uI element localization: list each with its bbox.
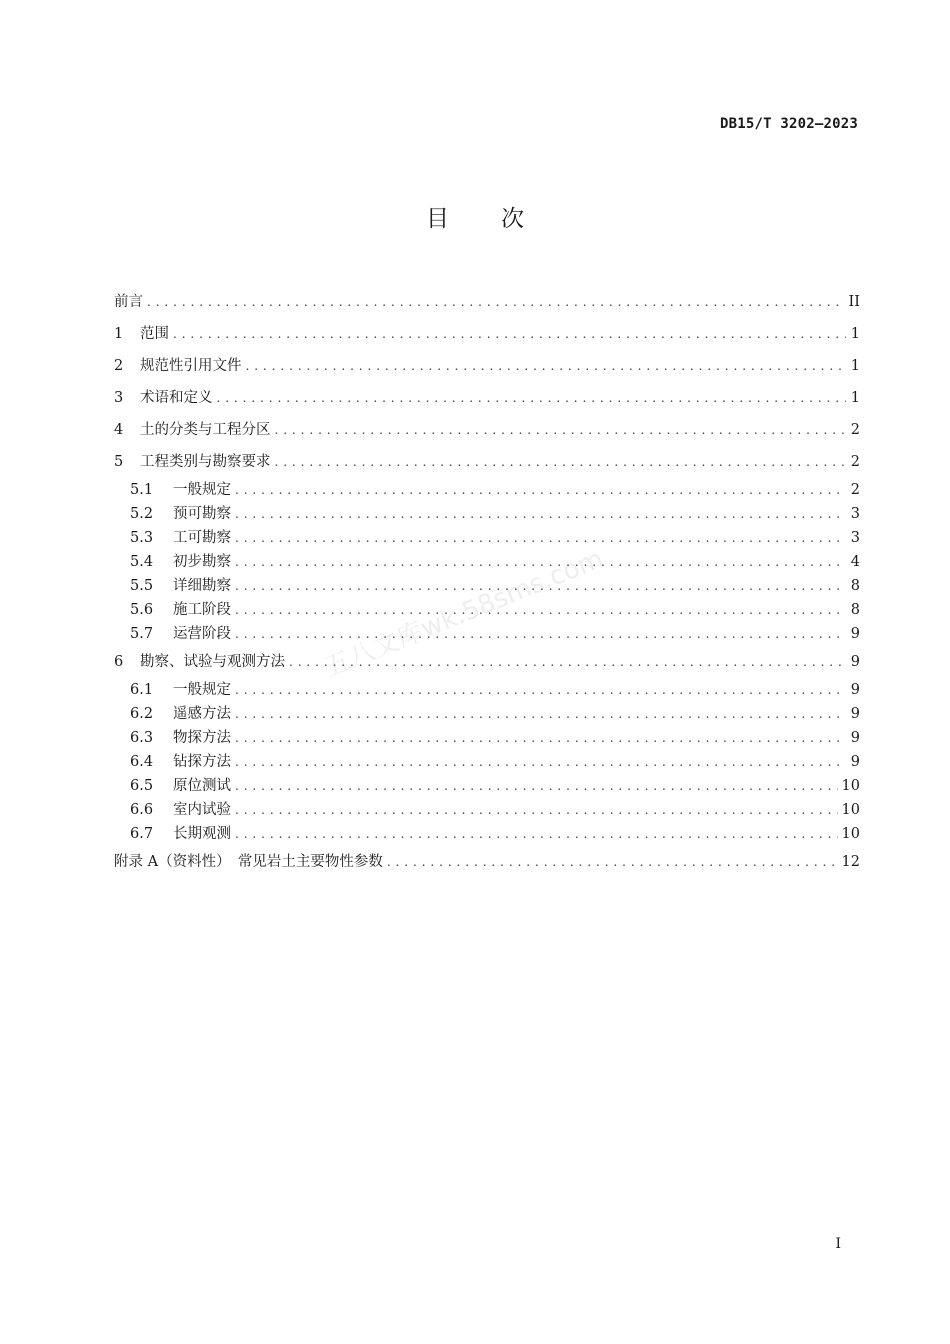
toc-entry[interactable]: [114, 726, 860, 750]
toc-entry-number: 5.7: [130, 626, 154, 642]
toc-entry-number: 5.4: [130, 554, 154, 570]
toc-entry-page: 9: [850, 654, 860, 670]
toc-entry-label: 附录 A（资料性） 常见岩土主要物性参数: [114, 854, 383, 870]
toc-entry-number: 6.7: [130, 826, 154, 842]
toc-entry-label: 初步勘察: [173, 554, 231, 570]
toc-entry[interactable]: [114, 502, 860, 526]
toc-entry-label: 预可勘察: [173, 506, 231, 522]
toc-entry-page: 10: [841, 826, 860, 842]
toc-entry-label: 遥感方法: [173, 706, 231, 722]
toc-dot-leader: [235, 550, 846, 574]
toc-dot-leader: [235, 502, 846, 526]
toc-dot-leader: [235, 678, 846, 702]
toc-entry-number: 6.3: [130, 730, 154, 746]
toc-entry-number: 5.6: [130, 602, 154, 618]
toc-entry[interactable]: [114, 446, 860, 478]
toc-entry-page: 1: [850, 326, 860, 342]
toc-entry[interactable]: [114, 550, 860, 574]
page-number: I: [835, 1236, 841, 1252]
toc-entry-page: 10: [841, 778, 860, 794]
toc-entry-number: 1: [114, 326, 124, 342]
toc-entry[interactable]: [114, 750, 860, 774]
toc-dot-leader: [235, 822, 838, 846]
toc-entry-number: 5.3: [130, 530, 154, 546]
toc-entry-label: 钻探方法: [173, 754, 231, 770]
toc-entry-number: 5: [114, 454, 124, 470]
toc-dot-leader: [173, 318, 846, 350]
toc-entry[interactable]: [114, 574, 860, 598]
toc-entry-label: 前言: [114, 294, 143, 310]
toc-entry[interactable]: [114, 774, 860, 798]
toc-entry-page: 2: [850, 482, 860, 498]
toc-entry[interactable]: [114, 646, 860, 678]
toc-entry-label: 长期观测: [173, 826, 231, 842]
toc-entry[interactable]: [114, 822, 860, 846]
toc-entry-number: 6.1: [130, 682, 154, 698]
toc-entry-page: 9: [850, 730, 860, 746]
toc-dot-leader: [275, 446, 847, 478]
toc-entry-page: 2: [850, 422, 860, 438]
document-code: DB15/T 3202—2023: [719, 116, 858, 132]
toc-entry-number: 5.2: [130, 506, 154, 522]
toc-entry-label: 物探方法: [173, 730, 231, 746]
toc-dot-leader: [235, 726, 846, 750]
toc-entry-number: 6.2: [130, 706, 154, 722]
toc-entry-page: 8: [850, 602, 860, 618]
toc-entry-page: 2: [850, 454, 860, 470]
toc-entry-label: 室内试验: [173, 802, 231, 818]
toc-entry-number: 5.1: [130, 482, 154, 498]
toc-entry-page: 12: [841, 854, 860, 870]
toc-entry[interactable]: [114, 414, 860, 446]
toc-entry-label: 土的分类与工程分区: [140, 422, 271, 438]
toc-entry[interactable]: [114, 846, 860, 878]
toc-entry[interactable]: [114, 622, 860, 646]
toc-dot-leader: [147, 286, 845, 318]
toc-entry[interactable]: [114, 678, 860, 702]
title-part-2: 次: [501, 206, 524, 232]
toc-entry[interactable]: [114, 702, 860, 726]
toc-entry-label: 一般规定: [173, 682, 231, 698]
toc-entry-number: 3: [114, 390, 124, 406]
toc-dot-leader: [235, 774, 838, 798]
toc-dot-leader: [235, 702, 846, 726]
toc-entry[interactable]: [114, 598, 860, 622]
toc-dot-leader: [235, 478, 846, 502]
page-title: [0, 200, 950, 233]
toc-entry[interactable]: [114, 318, 860, 350]
toc-entry-number: 5.5: [130, 578, 154, 594]
toc-entry-label: 施工阶段: [173, 602, 231, 618]
toc-entry[interactable]: [114, 382, 860, 414]
toc-entry-page: 1: [850, 390, 860, 406]
toc-entry-label: 一般规定: [173, 482, 231, 498]
toc-entry[interactable]: [114, 526, 860, 550]
toc-entry-number: 6.4: [130, 754, 154, 770]
toc-entry-page: 3: [850, 530, 860, 546]
toc-entry[interactable]: [114, 350, 860, 382]
toc-dot-leader: [235, 598, 846, 622]
toc-entry-page: 8: [850, 578, 860, 594]
toc-dot-leader: [246, 350, 847, 382]
toc-entry-label: 术语和定义: [140, 390, 213, 406]
toc-dot-leader: [235, 622, 846, 646]
toc-dot-leader: [235, 750, 846, 774]
toc-entry-number: 4: [114, 422, 124, 438]
toc-entry-page: 9: [850, 626, 860, 642]
toc-entry-page: 10: [841, 802, 860, 818]
toc-entry-number: 6.5: [130, 778, 154, 794]
toc-entry[interactable]: [114, 286, 860, 318]
toc-entry-page: 4: [850, 554, 860, 570]
table-of-contents: [114, 286, 860, 878]
toc-entry-label: 规范性引用文件: [140, 358, 242, 374]
toc-entry-page: 9: [850, 706, 860, 722]
toc-dot-leader: [235, 798, 838, 822]
toc-entry-label: 工程类别与勘察要求: [140, 454, 271, 470]
toc-entry-page: 9: [850, 682, 860, 698]
toc-entry-page: 1: [850, 358, 860, 374]
toc-dot-leader: [387, 846, 838, 878]
toc-dot-leader: [289, 646, 846, 678]
toc-entry-number: 6: [114, 654, 124, 670]
toc-entry-label: 原位测试: [173, 778, 231, 794]
toc-entry-label: 详细勘察: [173, 578, 231, 594]
toc-entry-number: 2: [114, 358, 124, 374]
toc-entry[interactable]: [114, 478, 860, 502]
toc-entry-page: 9: [850, 754, 860, 770]
toc-entry-label: 工可勘察: [173, 530, 231, 546]
toc-dot-leader: [217, 382, 847, 414]
toc-entry-label: 勘察、试验与观测方法: [140, 654, 285, 670]
toc-entry-label: 范围: [140, 326, 169, 342]
toc-entry-page: II: [848, 294, 860, 310]
toc-dot-leader: [235, 526, 846, 550]
toc-entry-label: 运营阶段: [173, 626, 231, 642]
toc-entry-page: 3: [850, 506, 860, 522]
title-part-1: 目: [426, 206, 449, 232]
toc-entry-number: 6.6: [130, 802, 154, 818]
toc-entry[interactable]: [114, 798, 860, 822]
watermark: 五八文库wk.58sms.com: [320, 543, 608, 684]
toc-dot-leader: [235, 574, 846, 598]
toc-dot-leader: [275, 414, 847, 446]
